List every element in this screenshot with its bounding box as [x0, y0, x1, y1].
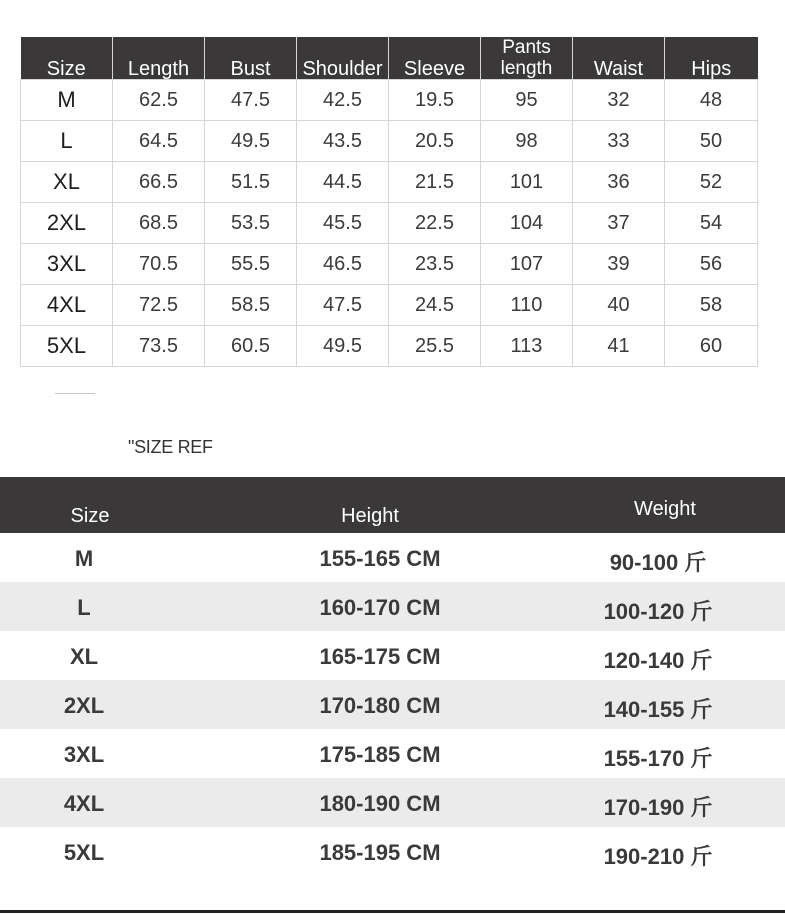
measurement-cell: 40	[573, 285, 665, 326]
measurement-cell: 42.5	[297, 80, 389, 121]
table-row	[21, 121, 758, 162]
table-row	[0, 582, 785, 631]
hw-weight-cell: 155-170 斤	[603, 746, 713, 771]
size-label-cell: XL	[21, 162, 113, 203]
measurement-cell: 48	[665, 80, 758, 121]
hw-size-cell: 3XL	[63, 742, 105, 767]
hw-header-size: Size	[70, 505, 110, 527]
header-pants-length: Pants length	[481, 37, 573, 80]
measurement-cell: 47.5	[205, 80, 297, 121]
hw-height-cell: 185-195 CM	[319, 840, 441, 865]
measurement-cell: 58.5	[205, 285, 297, 326]
hw-height-cell: 165-175 CM	[319, 644, 441, 669]
measurement-cell: 47.5	[297, 285, 389, 326]
measurement-cell: 64.5	[113, 121, 205, 162]
measurement-cell: 22.5	[389, 203, 481, 244]
hw-weight-cell: 90-100 斤	[609, 550, 707, 575]
hw-weight-cell: 170-190 斤	[603, 795, 713, 820]
measurement-cell: 37	[573, 203, 665, 244]
size-label-cell: 4XL	[21, 285, 113, 326]
table-row	[0, 680, 785, 729]
size-label-cell: 3XL	[21, 244, 113, 285]
hw-height-cell: 170-180 CM	[319, 693, 441, 718]
measurement-cell: 58	[665, 285, 758, 326]
table-row	[0, 533, 785, 582]
measurement-cell: 60	[665, 326, 758, 367]
hw-height-cell: 180-190 CM	[319, 791, 441, 816]
measurement-cell: 110	[481, 285, 573, 326]
table-row	[21, 326, 758, 367]
height-weight-table	[0, 533, 785, 876]
measurement-cell: 60.5	[205, 326, 297, 367]
measurement-cell: 33	[573, 121, 665, 162]
hw-weight-cell: 100-120 斤	[603, 599, 713, 624]
header-hips: Hips	[665, 37, 758, 80]
size-label-cell: M	[21, 80, 113, 121]
measurement-cell: 62.5	[113, 80, 205, 121]
measurement-cell: 41	[573, 326, 665, 367]
hw-height-cell: 175-185 CM	[319, 742, 441, 767]
measurement-cell: 53.5	[205, 203, 297, 244]
measurement-cell: 72.5	[113, 285, 205, 326]
size-label-cell: 2XL	[21, 203, 113, 244]
header-waist: Waist	[573, 37, 665, 80]
measurement-cell: 23.5	[389, 244, 481, 285]
size-ref-label: "SIZE REF	[128, 437, 213, 457]
measurement-cell: 52	[665, 162, 758, 203]
measurement-header-row	[21, 37, 758, 80]
measurement-cell: 98	[481, 121, 573, 162]
hw-header-height: Height	[341, 505, 399, 527]
measurement-cell: 43.5	[297, 121, 389, 162]
hw-size-cell: 5XL	[63, 840, 105, 865]
measurement-cell: 45.5	[297, 203, 389, 244]
measurement-cell: 19.5	[389, 80, 481, 121]
hw-size-cell: 2XL	[63, 693, 105, 718]
size-label-cell: 5XL	[21, 326, 113, 367]
hw-size-cell: M	[74, 546, 94, 571]
header-bust: Bust	[205, 37, 297, 80]
measurement-cell: 95	[481, 80, 573, 121]
measurement-cell: 20.5	[389, 121, 481, 162]
measurement-cell: 36	[573, 162, 665, 203]
header-sleeve: Sleeve	[389, 37, 481, 80]
bottom-divider	[0, 910, 785, 913]
measurement-size-table	[20, 37, 758, 367]
hw-weight-cell: 140-155 斤	[603, 697, 713, 722]
measurement-cell: 56	[665, 244, 758, 285]
hw-size-cell: 4XL	[63, 791, 105, 816]
measurement-cell: 24.5	[389, 285, 481, 326]
measurement-cell: 113	[481, 326, 573, 367]
measurement-cell: 54	[665, 203, 758, 244]
divider	[55, 393, 95, 394]
measurement-cell: 107	[481, 244, 573, 285]
measurement-cell: 73.5	[113, 326, 205, 367]
table-row	[21, 285, 758, 326]
measurement-cell: 101	[481, 162, 573, 203]
measurement-cell: 55.5	[205, 244, 297, 285]
measurement-cell: 68.5	[113, 203, 205, 244]
measurement-cell: 49.5	[205, 121, 297, 162]
header-shoulder: Shoulder	[297, 37, 389, 80]
measurement-cell: 44.5	[297, 162, 389, 203]
table-row	[0, 729, 785, 778]
measurement-cell: 32	[573, 80, 665, 121]
measurement-cell: 104	[481, 203, 573, 244]
measurement-cell: 39	[573, 244, 665, 285]
table-row	[21, 80, 758, 121]
height-weight-header	[0, 477, 785, 533]
table-row	[21, 203, 758, 244]
hw-height-cell: 160-170 CM	[319, 595, 441, 620]
hw-size-cell: L	[77, 595, 91, 620]
header-size: Size	[21, 37, 113, 80]
table-row	[0, 778, 785, 827]
table-row	[21, 162, 758, 203]
measurement-cell: 70.5	[113, 244, 205, 285]
header-length: Length	[113, 37, 205, 80]
measurement-cell: 21.5	[389, 162, 481, 203]
measurement-cell: 50	[665, 121, 758, 162]
hw-size-cell: XL	[69, 644, 99, 669]
measurement-cell: 49.5	[297, 326, 389, 367]
hw-height-cell: 155-165 CM	[319, 546, 441, 571]
size-label-cell: L	[21, 121, 113, 162]
hw-weight-cell: 120-140 斤	[603, 648, 713, 673]
hw-header-weight: Weight	[634, 498, 696, 520]
table-row	[0, 827, 785, 876]
measurement-cell: 46.5	[297, 244, 389, 285]
table-row	[21, 244, 758, 285]
measurement-cell: 25.5	[389, 326, 481, 367]
hw-weight-cell: 190-210 斤	[603, 844, 713, 869]
table-row	[0, 631, 785, 680]
measurement-cell: 51.5	[205, 162, 297, 203]
measurement-cell: 66.5	[113, 162, 205, 203]
